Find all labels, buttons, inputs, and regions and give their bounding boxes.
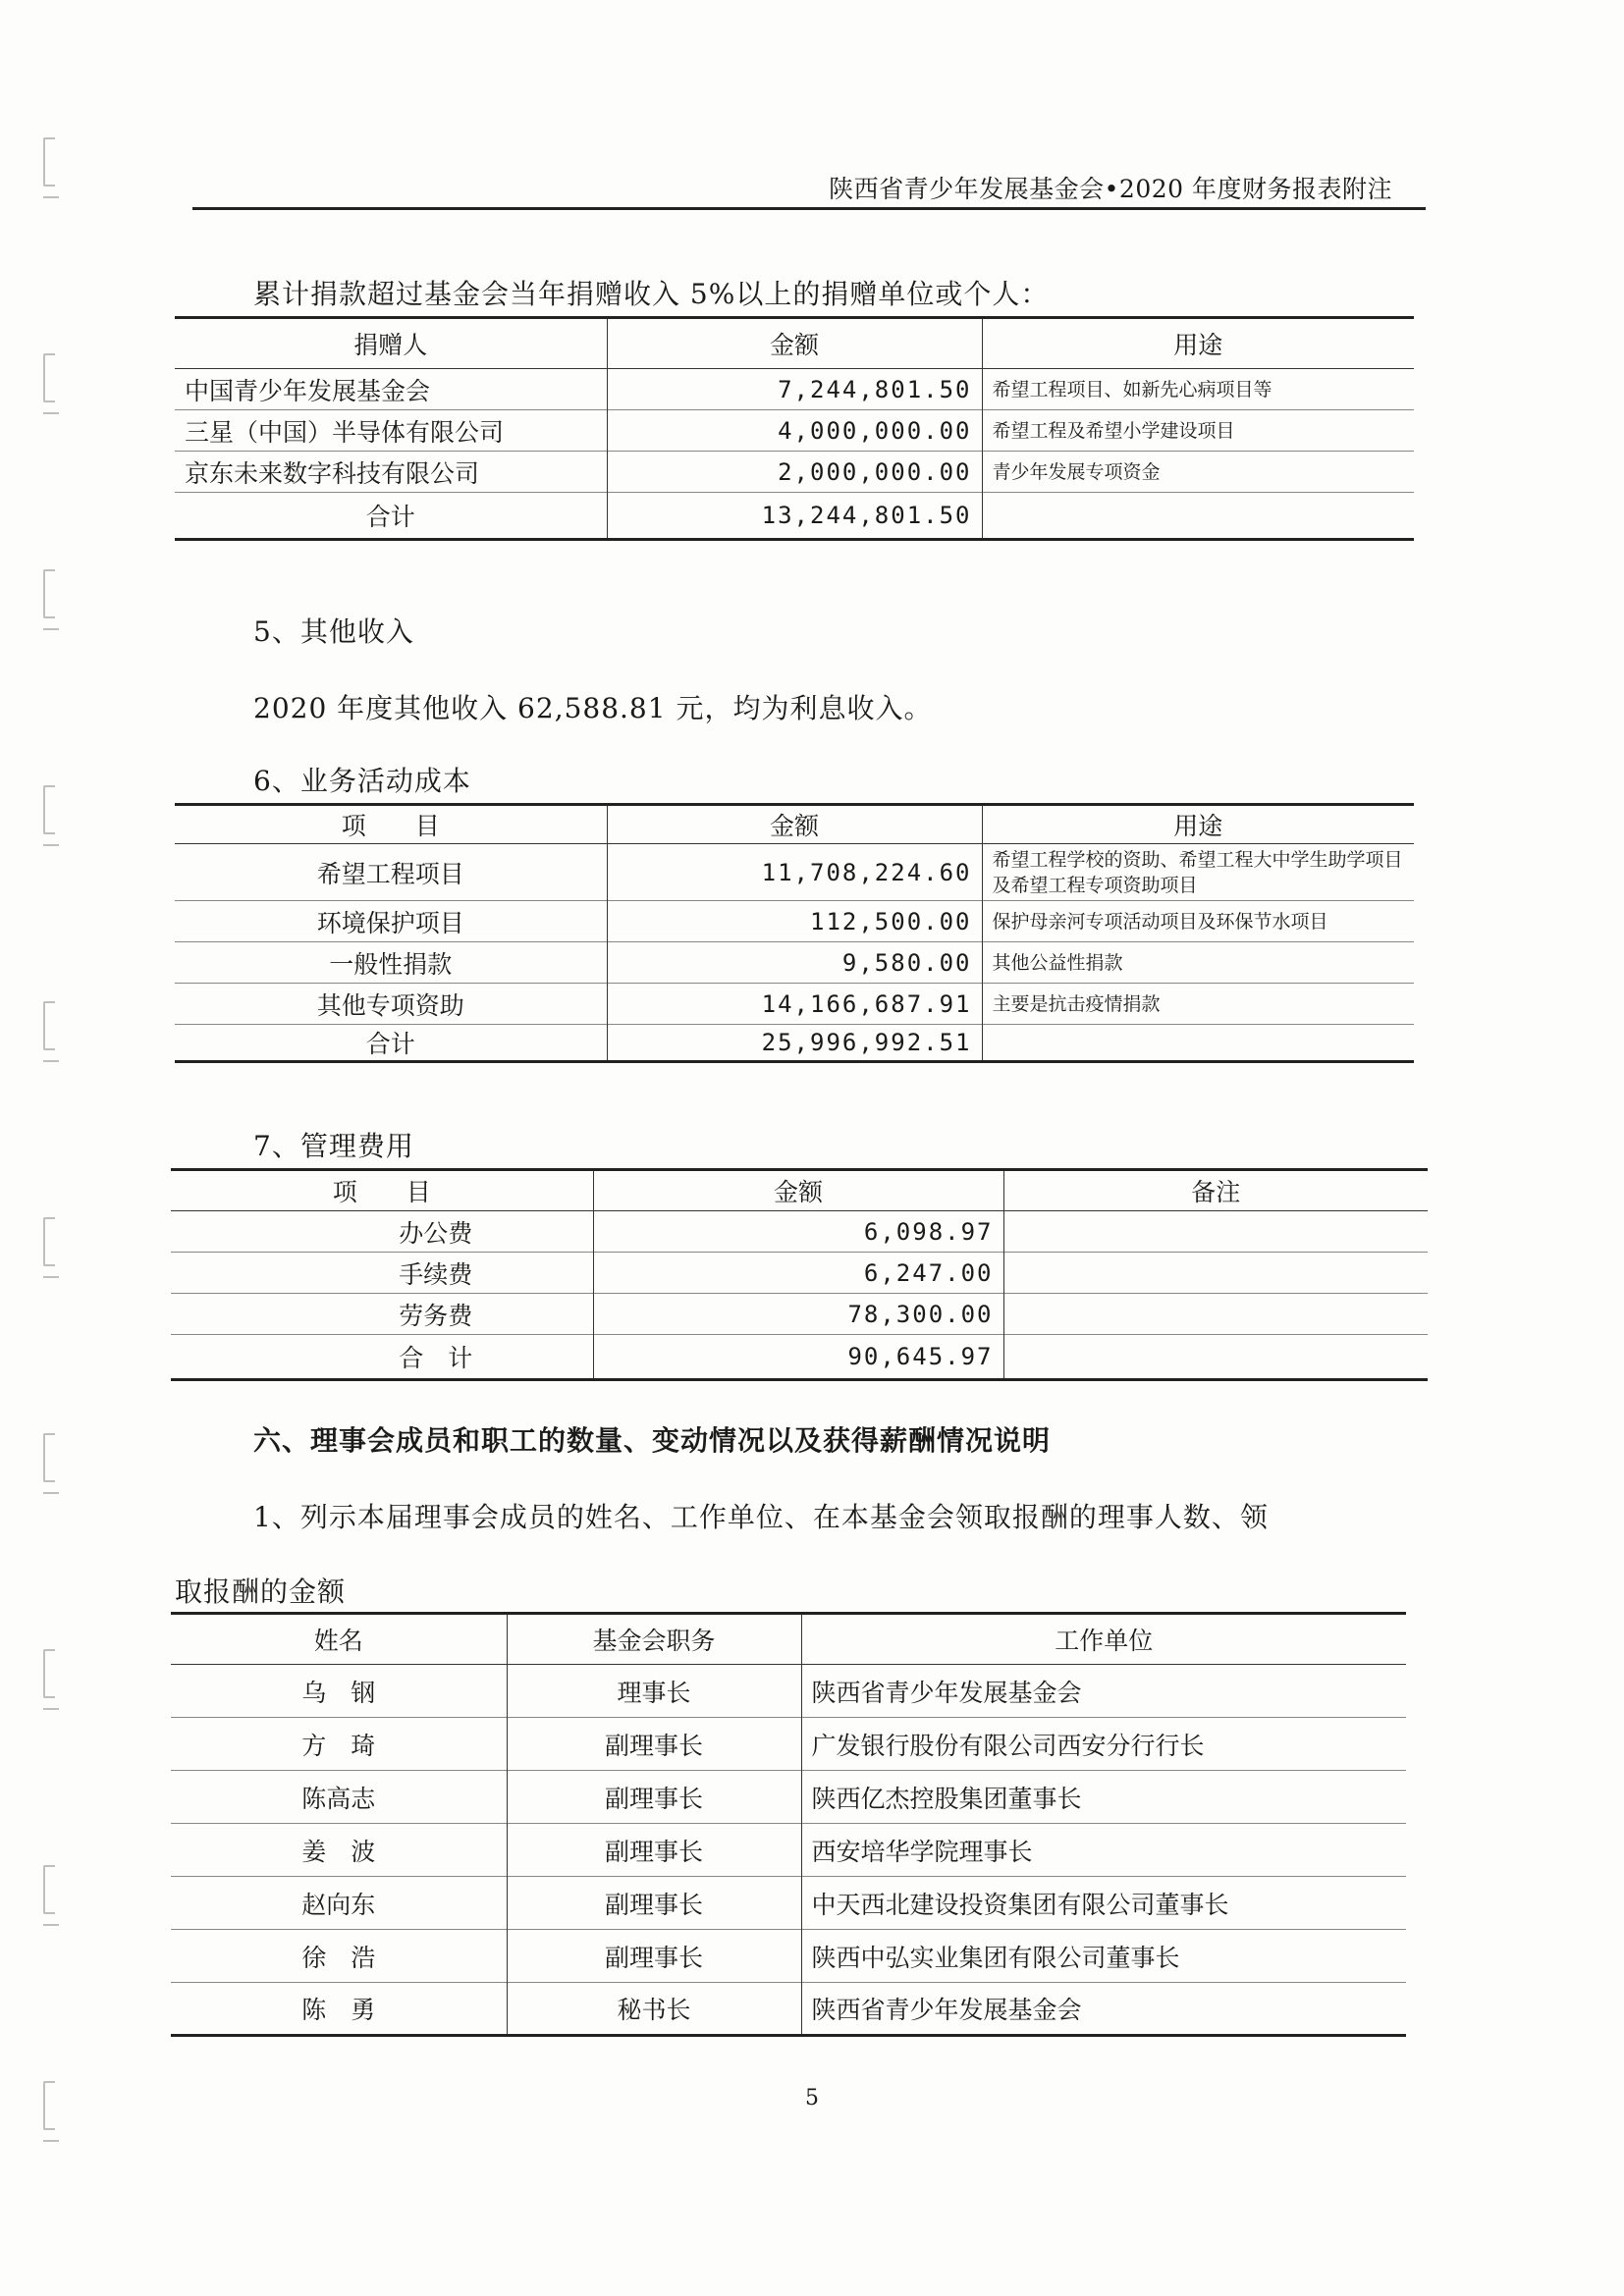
expense-item: 手续费 [171, 1253, 593, 1294]
member-name: 徐 浩 [171, 1930, 507, 1983]
col-header: 工作单位 [801, 1614, 1406, 1665]
member-org: 陕西省青少年发展基金会 [801, 1665, 1406, 1718]
cost-item: 其他专项资助 [175, 984, 607, 1025]
table-total-row [171, 1335, 1428, 1380]
cost-item: 一般性捐款 [175, 942, 607, 984]
expense-item: 办公费 [171, 1211, 593, 1253]
total-label: 合计 [175, 493, 607, 540]
binder-hole [43, 353, 55, 402]
member-role: 副理事长 [507, 1771, 801, 1824]
donor-amount: 4,000,000.00 [607, 410, 982, 452]
admin-expense-table [171, 1168, 1428, 1381]
member-org: 陕西省青少年发展基金会 [801, 1983, 1406, 2036]
total-note [1003, 1335, 1428, 1380]
expense-amount: 78,300.00 [593, 1294, 1003, 1335]
donor-name: 京东未来数字科技有限公司 [175, 452, 607, 493]
col-header: 捐赠人 [175, 318, 607, 369]
table-row [175, 901, 1414, 942]
cost-amount: 112,500.00 [607, 901, 982, 942]
expense-amount: 6,098.97 [593, 1211, 1003, 1253]
donor-purpose: 青少年发展专项资金 [982, 452, 1414, 493]
total-amount: 25,996,992.51 [607, 1025, 982, 1062]
col-header: 项 目 [171, 1170, 593, 1211]
business-cost-heading: 6、业务活动成本 [253, 765, 471, 797]
page-header-title: 陕西省青少年发展基金会•2020 年度财务报表附注 [829, 175, 1392, 203]
binder-hole [43, 785, 55, 834]
donors-table [175, 316, 1414, 541]
cost-purpose: 希望工程学校的资助、希望工程大中学生助学项目及希望工程专项资助项目 [982, 844, 1414, 901]
col-header: 姓名 [171, 1614, 507, 1665]
col-header: 项 目 [175, 805, 607, 844]
member-role: 理事长 [507, 1665, 801, 1718]
member-role: 副理事长 [507, 1877, 801, 1930]
expense-item: 劳务费 [171, 1294, 593, 1335]
cost-item: 环境保护项目 [175, 901, 607, 942]
total-amount: 90,645.97 [593, 1335, 1003, 1380]
binder-hole [43, 137, 55, 187]
table-row [175, 410, 1414, 452]
other-income-text: 2020 年度其他收入 62,588.81 元，均为利息收入。 [253, 692, 933, 724]
table-row [171, 1294, 1428, 1335]
total-label: 合计 [175, 1025, 607, 1062]
board-members-table [171, 1612, 1406, 2037]
cost-amount: 14,166,687.91 [607, 984, 982, 1025]
expense-note [1003, 1211, 1428, 1253]
col-header: 用途 [982, 805, 1414, 844]
table-row [171, 1665, 1406, 1718]
member-org: 中天西北建设投资集团有限公司董事长 [801, 1877, 1406, 1930]
expense-amount: 6,247.00 [593, 1253, 1003, 1294]
page-number: 5 [805, 2086, 819, 2110]
table-row [171, 1824, 1406, 1877]
donor-purpose: 希望工程及希望小学建设项目 [982, 410, 1414, 452]
binder-hole [43, 1217, 55, 1266]
table-row [171, 1983, 1406, 2036]
business-cost-table [175, 803, 1414, 1063]
total-label: 合 计 [171, 1335, 593, 1380]
member-role: 秘书长 [507, 1983, 801, 2036]
table-row [175, 452, 1414, 493]
donor-purpose: 希望工程项目、如新先心病项目等 [982, 369, 1414, 410]
table-row [175, 369, 1414, 410]
cost-purpose: 保护母亲河专项活动项目及环保节水项目 [982, 901, 1414, 942]
col-header: 用途 [982, 318, 1414, 369]
header-rule [192, 207, 1426, 210]
board-paragraph-line2: 取报酬的金额 [175, 1575, 347, 1608]
table-total-row [175, 493, 1414, 540]
col-header: 金额 [607, 805, 982, 844]
member-name: 乌 钢 [171, 1665, 507, 1718]
binder-hole [43, 1865, 55, 1914]
expense-note [1003, 1253, 1428, 1294]
cost-purpose: 主要是抗击疫情捐款 [982, 984, 1414, 1025]
table-row [171, 1211, 1428, 1253]
member-role: 副理事长 [507, 1930, 801, 1983]
binder-hole [43, 1433, 55, 1482]
total-purpose [982, 1025, 1414, 1062]
donor-amount: 2,000,000.00 [607, 452, 982, 493]
member-name: 姜 波 [171, 1824, 507, 1877]
table-row [175, 984, 1414, 1025]
table-row [171, 1253, 1428, 1294]
cost-amount: 11,708,224.60 [607, 844, 982, 901]
donor-name: 中国青少年发展基金会 [175, 369, 607, 410]
cost-item: 希望工程项目 [175, 844, 607, 901]
member-org: 西安培华学院理事长 [801, 1824, 1406, 1877]
member-name: 陈高志 [171, 1771, 507, 1824]
member-org: 陕西中弘实业集团有限公司董事长 [801, 1930, 1406, 1983]
donor-amount: 7,244,801.50 [607, 369, 982, 410]
table-row [171, 1771, 1406, 1824]
table-row [175, 942, 1414, 984]
total-amount: 13,244,801.50 [607, 493, 982, 540]
table-row [175, 844, 1414, 901]
total-purpose [982, 493, 1414, 540]
binder-hole [43, 569, 55, 618]
board-section-heading: 六、理事会成员和职工的数量、变动情况以及获得薪酬情况说明 [253, 1424, 1052, 1457]
expense-note [1003, 1294, 1428, 1335]
cost-amount: 9,580.00 [607, 942, 982, 984]
col-header: 金额 [593, 1170, 1003, 1211]
binder-hole [43, 1649, 55, 1698]
other-income-heading: 5、其他收入 [253, 615, 414, 648]
member-org: 陕西亿杰控股集团董事长 [801, 1771, 1406, 1824]
member-name: 方 琦 [171, 1718, 507, 1771]
col-header: 基金会职务 [507, 1614, 801, 1665]
donors-intro: 累计捐款超过基金会当年捐赠收入 5%以上的捐赠单位或个人： [253, 278, 1050, 310]
col-header: 金额 [607, 318, 982, 369]
table-row [171, 1718, 1406, 1771]
binder-hole [43, 1001, 55, 1050]
member-role: 副理事长 [507, 1824, 801, 1877]
cost-purpose: 其他公益性捐款 [982, 942, 1414, 984]
col-header: 备注 [1003, 1170, 1428, 1211]
member-org: 广发银行股份有限公司西安分行行长 [801, 1718, 1406, 1771]
table-row [171, 1930, 1406, 1983]
table-row [171, 1877, 1406, 1930]
member-name: 赵向东 [171, 1877, 507, 1930]
admin-expense-heading: 7、管理费用 [253, 1130, 414, 1162]
table-total-row [175, 1025, 1414, 1062]
member-name: 陈 勇 [171, 1983, 507, 2036]
donor-name: 三星（中国）半导体有限公司 [175, 410, 607, 452]
board-paragraph-line1: 1、列示本届理事会成员的姓名、工作单位、在本基金会领取报酬的理事人数、领 [253, 1501, 1269, 1533]
member-role: 副理事长 [507, 1718, 801, 1771]
